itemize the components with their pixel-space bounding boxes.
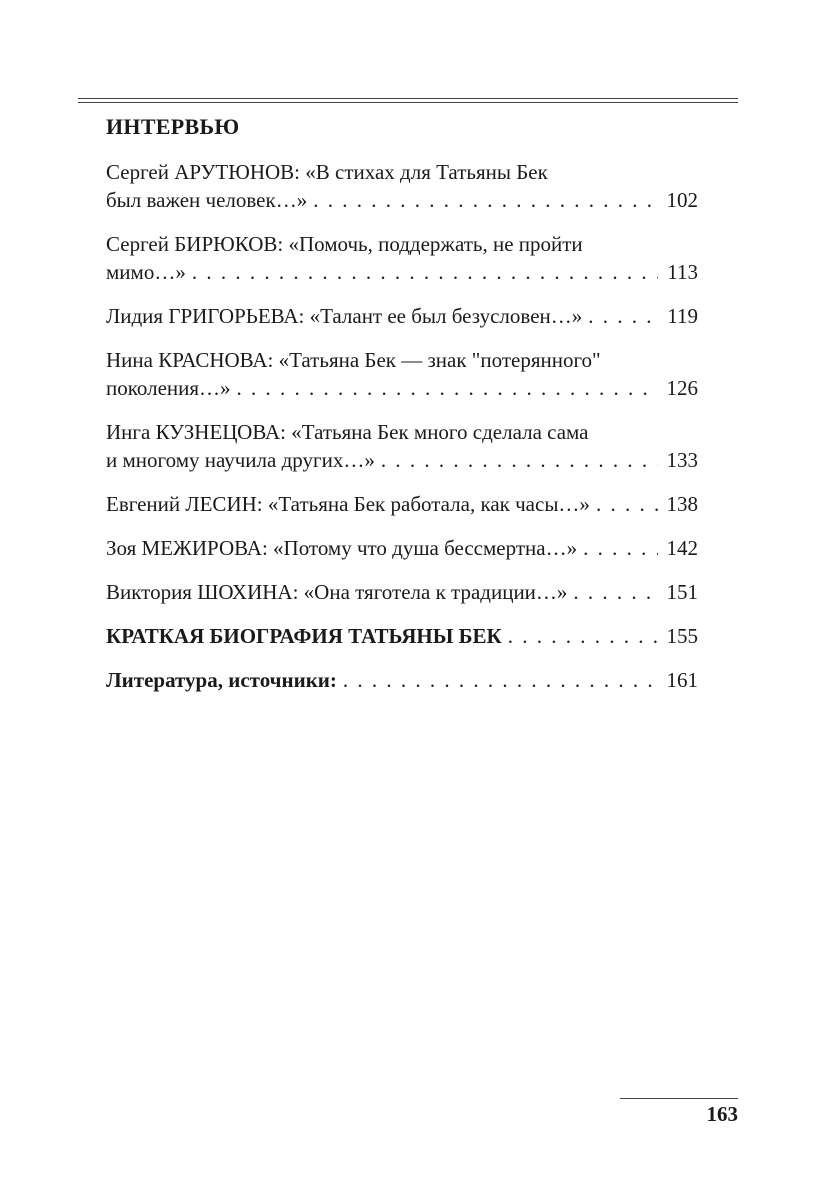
header-rule-top	[78, 98, 738, 99]
toc-page-number: 113	[667, 260, 698, 284]
header-rule-bottom	[78, 102, 738, 103]
toc-entry-title: Сергей БИРЮКОВ: «Помочь, поддержать, не пройти	[106, 232, 583, 256]
toc-entry-title: поколения…»	[106, 376, 231, 400]
toc-entry-title: Лидия ГРИГОРЬЕВА: «Талант ее был безусловен…»	[106, 304, 583, 328]
toc-entry-title: Зоя МЕЖИРОВА: «Потому что душа бессмертна…»	[106, 536, 578, 560]
leader-dots	[237, 374, 658, 402]
toc-entry	[106, 666, 698, 694]
footer-rule	[620, 1098, 738, 1099]
toc-entry-title: Виктория ШОХИНА: «Она тяготела к традиции…»	[106, 580, 568, 604]
leader-dots	[596, 490, 658, 518]
toc-entry	[106, 230, 698, 286]
toc-page-number: 161	[666, 668, 698, 692]
leader-dots	[583, 534, 658, 562]
page-number: 163	[706, 1102, 738, 1126]
toc-page-number: 151	[666, 580, 698, 604]
toc-page-number: 138	[666, 492, 698, 516]
toc-entry	[106, 302, 698, 330]
toc-entry	[106, 490, 698, 518]
toc-entry	[106, 622, 698, 650]
toc-entry-title: Евгений ЛЕСИН: «Татьяна Бек работала, как часы…»	[106, 492, 590, 516]
toc-entry	[106, 418, 698, 474]
leader-dots	[343, 666, 658, 694]
leader-dots	[192, 258, 658, 286]
toc-entry	[106, 158, 698, 214]
leader-dots	[313, 186, 658, 214]
toc-page-number: 126	[666, 376, 698, 400]
leader-dots	[573, 578, 658, 606]
toc-page-number: 155	[666, 624, 698, 648]
toc-entry	[106, 534, 698, 562]
table-of-contents	[106, 158, 698, 694]
toc-entry-title: и многому научила других…»	[106, 448, 375, 472]
toc-page-number: 102	[666, 188, 698, 212]
leader-dots	[588, 302, 658, 330]
toc-entry-title: Литература, источники:	[106, 668, 337, 692]
toc-entry-title: Сергей АРУТЮНОВ: «В стихах для Татьяны Бек	[106, 160, 548, 184]
toc-page-number: 133	[666, 448, 698, 472]
toc-entry-title: Нина КРАСНОВА: «Татьяна Бек — знак "потерянного"	[106, 348, 601, 372]
leader-dots	[381, 446, 658, 474]
toc-entry-title: Инга КУЗНЕЦОВА: «Татьяна Бек много сделала сама	[106, 420, 589, 444]
toc-entry-title: был важен человек…»	[106, 188, 308, 212]
toc-entry-title: КРАТКАЯ БИОГРАФИЯ ТАТЬЯНЫ БЕК	[106, 624, 502, 648]
toc-entry-title: мимо…»	[106, 260, 186, 284]
section-title: ИНТЕРВЬЮ	[106, 114, 240, 139]
toc-entry	[106, 578, 698, 606]
toc-page-number: 142	[666, 536, 698, 560]
toc-page-number: 119	[667, 304, 698, 328]
leader-dots	[508, 622, 658, 650]
toc-entry	[106, 346, 698, 402]
